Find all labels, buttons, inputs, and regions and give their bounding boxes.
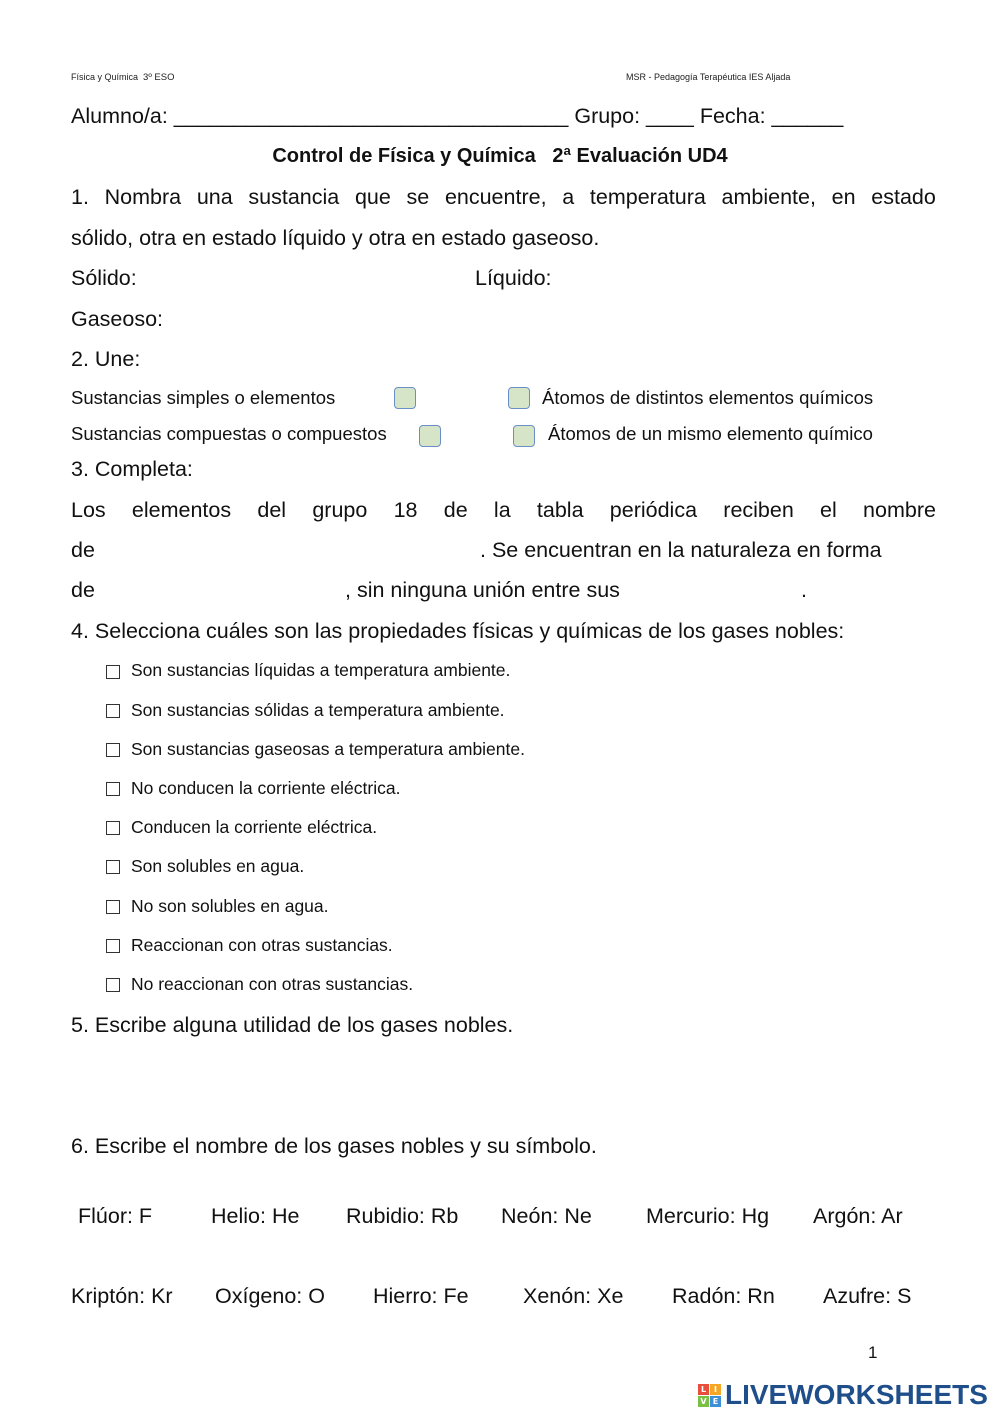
checkbox-option-3[interactable]: [106, 743, 120, 757]
option-5-label: Conducen la corriente eléctrica.: [131, 817, 378, 837]
match-box-right-1[interactable]: [508, 387, 530, 409]
element-option[interactable]: Helio: He: [211, 1204, 300, 1228]
gas-label: Gaseoso:: [71, 307, 164, 331]
match-box-right-2[interactable]: [513, 425, 535, 447]
option-7-label: No son solubles en agua.: [131, 896, 329, 916]
page-title: Control de Física y Química 2ª Evaluación UD4: [272, 145, 728, 167]
option-8-label: Reaccionan con otras sustancias.: [131, 935, 393, 955]
q3-line1-word: Los: [71, 498, 106, 522]
option-9-label: No reaccionan con otras sustancias.: [131, 974, 414, 994]
q3-heading: 3. Completa:: [71, 457, 193, 481]
q3-line3-start: de: [71, 578, 95, 602]
q1-line1-word: temperatura: [589, 185, 706, 209]
element-option[interactable]: Flúor: F: [78, 1204, 153, 1228]
logo-letter: I: [710, 1384, 721, 1395]
checkbox-option-1[interactable]: [106, 665, 120, 679]
q3-line1-word: del: [257, 498, 287, 522]
element-option[interactable]: Neón: Ne: [501, 1204, 592, 1228]
match-right-item-2: Átomos de un mismo elemento químico: [548, 423, 873, 444]
q3-line2-start: de: [71, 538, 95, 562]
element-option[interactable]: Hierro: Fe: [373, 1284, 469, 1308]
element-option[interactable]: Rubidio: Rb: [346, 1204, 459, 1228]
q4-heading: 4. Selecciona cuáles son las propiedades físicas y químicas de los gases nobles:: [71, 619, 845, 643]
logo-letter: E: [710, 1396, 721, 1407]
match-left-item-1: Sustancias simples o elementos: [71, 387, 336, 408]
element-option[interactable]: Radón: Rn: [672, 1284, 775, 1308]
logo-letter: L: [698, 1384, 709, 1395]
match-left-item-2: Sustancias compuestas o compuestos: [71, 423, 387, 444]
checkbox-option-2[interactable]: [106, 704, 120, 718]
element-option[interactable]: Oxígeno: O: [215, 1284, 325, 1308]
match-box-left-1[interactable]: [394, 387, 416, 409]
option-2-label: Son sustancias sólidas a temperatura ambiente.: [131, 700, 505, 720]
q1-line2: sólido, otra en estado líquido y otra en estado gaseoso.: [71, 226, 600, 250]
q1-line1-word: a: [562, 185, 575, 209]
logo-letter: V: [698, 1396, 709, 1407]
q1-line1-word: que: [354, 185, 391, 209]
q5-heading: 5. Escribe alguna utilidad de los gases nobles.: [71, 1013, 514, 1037]
option-3-label: Son sustancias gaseosas a temperatura ambiente.: [131, 739, 525, 759]
blank-form[interactable]: [103, 576, 339, 602]
checkbox-option-6[interactable]: [106, 860, 120, 874]
logo-text: LIVEWORKSHEETS: [725, 1379, 988, 1410]
q3-line3-end: .: [801, 578, 807, 602]
q1-line1-word: se: [406, 185, 430, 209]
liveworksheets-logo-icon: [698, 1384, 721, 1407]
answer-area-q5[interactable]: [71, 1050, 936, 1120]
q3-line1-word: tabla: [536, 498, 584, 522]
match-box-left-2[interactable]: [419, 425, 441, 447]
q3-line2-end: . Se encuentran en la naturaleza en forma: [480, 538, 882, 562]
match-right-item-1: Átomos de distintos elementos químicos: [542, 387, 874, 408]
q3-line3-mid: , sin ninguna unión entre sus: [345, 578, 620, 602]
blank-noble-gases[interactable]: [103, 536, 473, 562]
blank-atoms[interactable]: [652, 576, 797, 602]
checkbox-option-9[interactable]: [106, 978, 120, 992]
student-info-line: Alumno/a: _________________________________ Grupo: ____ Fecha: ______: [71, 104, 844, 128]
element-option[interactable]: Xenón: Xe: [523, 1284, 624, 1308]
q3-line1-word: el: [820, 498, 837, 522]
q3-line1-word: nombre: [863, 498, 936, 522]
checkbox-option-5[interactable]: [106, 821, 120, 835]
option-6-label: Son solubles en agua.: [131, 856, 305, 876]
checkbox-option-7[interactable]: [106, 900, 120, 914]
option-1-label: Son sustancias líquidas a temperatura ambiente.: [131, 660, 511, 680]
header-author: MSR - Pedagogía Terapéutica IES Aljada: [626, 72, 791, 82]
header-subject: Física y Química 3º ESO: [71, 72, 175, 83]
q3-line1-word: 18: [393, 498, 418, 522]
checkbox-option-8[interactable]: [106, 939, 120, 953]
liveworksheets-logo: [698, 1378, 988, 1412]
q1-line1-word: estado: [871, 185, 936, 209]
checkbox-option-4[interactable]: [106, 782, 120, 796]
q3-line1: [71, 498, 936, 523]
q1-line1-word: sustancia: [248, 185, 340, 209]
q3-line1-word: la: [493, 498, 511, 522]
q3-line1-word: grupo: [312, 498, 368, 522]
q1-line1-word: Nombra: [104, 185, 182, 209]
q1-line1-word: una: [196, 185, 233, 209]
q1-line1-word: encuentre,: [444, 185, 547, 209]
element-option[interactable]: Mercurio: Hg: [646, 1204, 770, 1228]
element-option[interactable]: Azufre: S: [823, 1284, 912, 1308]
q1-line1-word: en: [831, 185, 856, 209]
q2-heading: 2. Une:: [71, 347, 141, 371]
q3-line1-word: elementos: [131, 498, 232, 522]
solid-label: Sólido:: [71, 266, 137, 290]
element-option[interactable]: Argón: Ar: [813, 1204, 903, 1228]
q3-line1-word: de: [443, 498, 468, 522]
element-option[interactable]: Kriptón: Kr: [71, 1284, 173, 1308]
page-number: 1: [868, 1343, 878, 1362]
liquid-label: Líquido:: [475, 266, 552, 290]
q1-line1: [71, 185, 936, 210]
q3-line1-word: reciben: [723, 498, 794, 522]
q1-line1-word: 1.: [71, 185, 89, 209]
q3-line1-word: periódica: [609, 498, 698, 522]
q1-line1-word: ambiente,: [721, 185, 816, 209]
q6-heading: 6. Escribe el nombre de los gases nobles y su símbolo.: [71, 1134, 597, 1158]
option-4-label: No conducen la corriente eléctrica.: [131, 778, 401, 798]
